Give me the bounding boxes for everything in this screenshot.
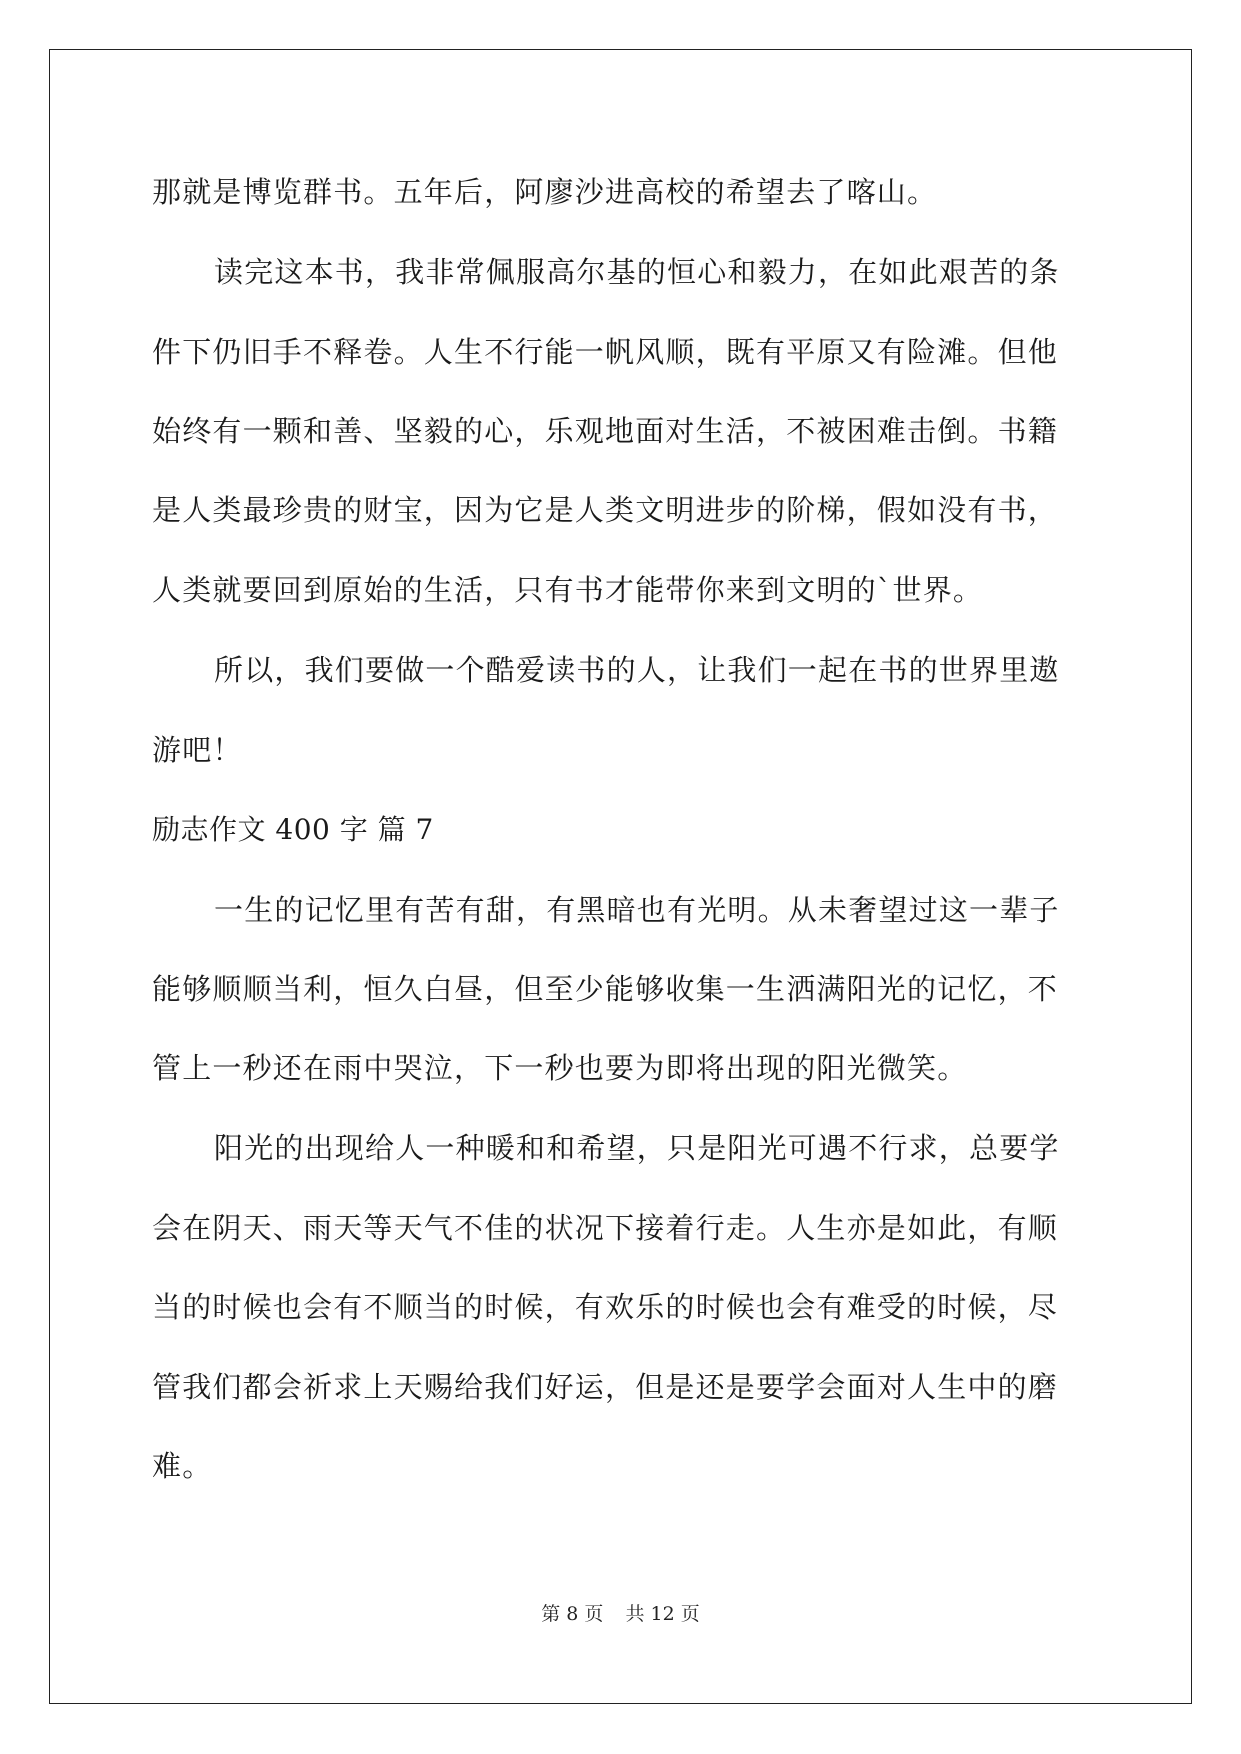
paragraph-line: 难。 <box>152 1449 213 1483</box>
paragraph-line: 当的时候也会有不顺当的时候，有欢乐的时候也会有难受的时候，尽 <box>152 1290 1059 1324</box>
paragraph-line: 是人类最珍贵的财宝，因为它是人类文明进步的阶梯，假如没有书， <box>152 493 1059 527</box>
paragraph-line: 所以，我们要做一个酷爱读书的人，让我们一起在书的世界里遨 <box>214 653 1060 687</box>
paragraph-line: 能够顺顺当利，恒久白昼，但至少能够收集一生洒满阳光的记忆，不 <box>152 972 1059 1006</box>
paragraph-line: 会在阴天、雨天等天气不佳的状况下接着行走。人生亦是如此，有顺 <box>152 1211 1059 1245</box>
paragraph-line: 读完这本书，我非常佩服高尔基的恒心和毅力，在如此艰苦的条 <box>214 255 1060 289</box>
section-heading: 励志作文 400 字 篇 7 <box>152 813 434 846</box>
page-number: 第 8 页 <box>541 1603 604 1625</box>
paragraph-line: 件下仍旧手不释卷。人生不行能一帆风顺，既有平原又有险滩。但他 <box>152 335 1059 369</box>
paragraph-line: 那就是博览群书。五年后，阿廖沙进高校的希望去了喀山。 <box>152 175 938 209</box>
paragraph-line: 游吧！ <box>152 733 243 767</box>
paragraph-line: 管上一秒还在雨中哭泣，下一秒也要为即将出现的阳光微笑。 <box>152 1051 968 1085</box>
paragraph-line: 人类就要回到原始的生活，只有书才能带你来到文明的`世界。 <box>152 573 984 607</box>
page-border <box>49 49 1192 1704</box>
paragraph-line: 一生的记忆里有苦有甜，有黑暗也有光明。从未奢望过这一辈子 <box>214 893 1060 927</box>
paragraph-line: 阳光的出现给人一种暖和和希望，只是阳光可遇不行求，总要学 <box>214 1131 1060 1165</box>
page-footer <box>0 1602 1241 1626</box>
paragraph-line: 始终有一颗和善、坚毅的心，乐观地面对生活，不被困难击倒。书籍 <box>152 414 1059 448</box>
paragraph-line: 管我们都会祈求上天赐给我们好运，但是还是要学会面对人生中的磨 <box>152 1370 1059 1404</box>
page-total: 共 12 页 <box>625 1603 700 1625</box>
